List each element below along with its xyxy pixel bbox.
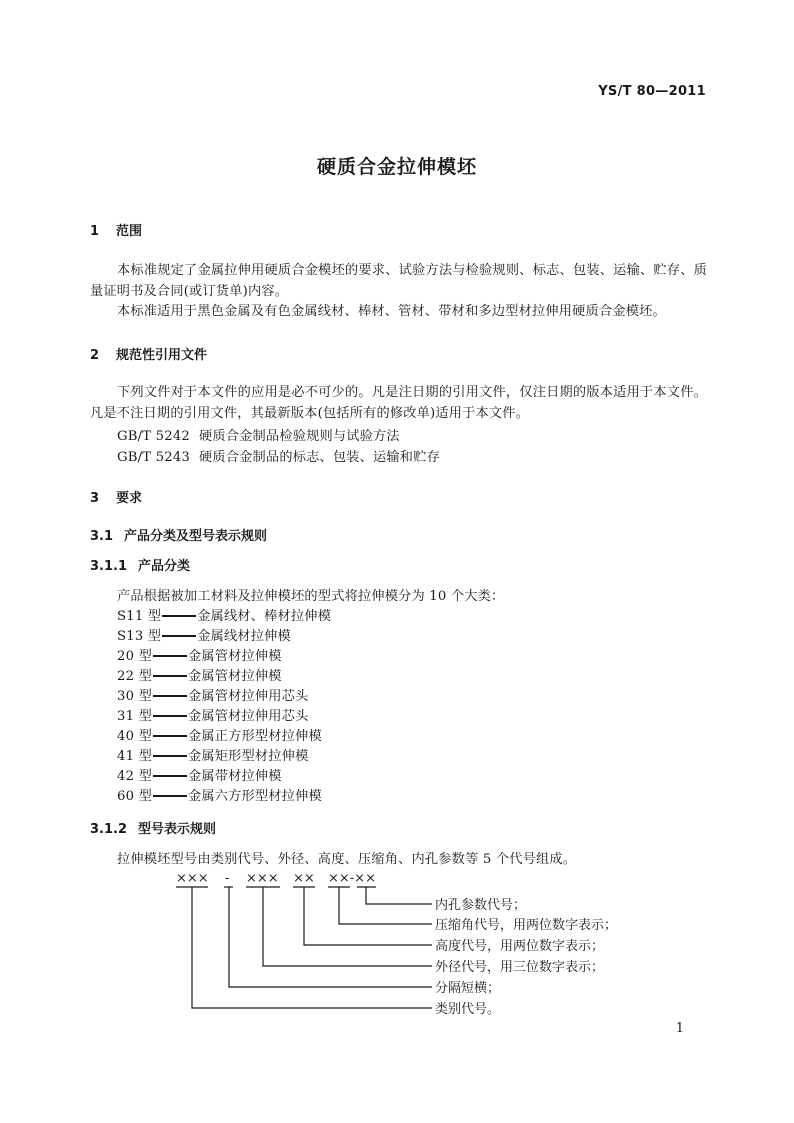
label-bore: 内孔参数代号；: [435, 898, 527, 913]
type-description: 金属线材拉伸模: [197, 629, 291, 644]
type-description: 金属管材拉伸用芯头: [187, 709, 309, 724]
leader-bore: [366, 887, 432, 904]
classification-intro: 产品根据被加工材料及拉伸模坯的型式将拉伸模分为 10 个大类：: [117, 589, 505, 604]
type-description: 金属线材、棒材拉伸模: [197, 609, 332, 624]
type-description: 金属管材拉伸模: [187, 649, 282, 664]
section-number: 3.1.1: [90, 559, 128, 574]
type-description: 金属矩形型材拉伸模: [187, 749, 309, 764]
reference-code: GB/T 5242: [117, 429, 191, 444]
document-title: 硬质合金拉伸模坯: [316, 156, 477, 178]
type-code: 22 型: [117, 669, 152, 684]
leader-height: [304, 887, 432, 945]
standard-number: YS/T 80—2011: [598, 84, 706, 99]
type-code: 42 型: [117, 769, 152, 784]
section-title: 型号表示规则: [138, 822, 217, 837]
type-description: 金属带材拉伸模: [187, 769, 282, 784]
section-1-paragraph-2: 本标准适用于黑色金属及有色金属线材、棒材、管材、带材和多边型材拉伸用硬质合金模坯。: [117, 304, 666, 319]
label-angle: 压缩角代号，用两位数字表示；: [435, 918, 618, 933]
code-separator: -: [225, 871, 230, 886]
label-height: 高度代号，用两位数字表示；: [435, 939, 605, 954]
label-separator: 分隔短横；: [435, 981, 501, 996]
code-angle-bore: ××-××: [328, 871, 376, 886]
type-code: 60 型: [117, 789, 152, 804]
section-number: 1: [90, 224, 100, 239]
type-code: S11 型: [117, 609, 162, 624]
reference-code: GB/T 5243: [117, 450, 191, 465]
section-number: 3: [90, 491, 100, 506]
type-code: 40 型: [117, 729, 152, 744]
type-code: 41 型: [117, 749, 152, 764]
section-number: 2: [90, 348, 100, 363]
type-description: 金属管材拉伸用芯头: [187, 689, 309, 704]
label-outer-diameter: 外径代号，用三位数字表示；: [435, 960, 605, 975]
section-number: 3.1.2: [90, 822, 128, 837]
label-category: 类别代号。: [435, 1002, 501, 1017]
code-height: ××: [293, 871, 315, 886]
leader-category: [192, 887, 432, 1008]
section-1-paragraph-1: 本标准规定了金属拉伸用硬质合金模坯的要求、试验方法与检验规则、标志、包装、运输、贮存、质量证明书及合同(或订货单)内容。: [90, 263, 707, 299]
section-2-paragraph: 下列文件对于本文件的应用是必不可少的。凡是注日期的引用文件，仅注日期的版本适用于本文件。凡是不注日期的引用文件，其最新版本(包括所有的修改单)适用于本文件。: [90, 385, 707, 421]
reference-title: 硬质合金制品检验规则与试验方法: [199, 429, 400, 444]
section-title: 产品分类及型号表示规则: [124, 529, 268, 544]
leader-separator: [229, 887, 432, 987]
type-code: 31 型: [117, 709, 152, 724]
type-description: 金属六方形型材拉伸模: [187, 789, 322, 804]
type-code: 30 型: [117, 689, 152, 704]
section-title: 规范性引用文件: [116, 348, 208, 363]
type-description: 金属正方形型材拉伸模: [187, 729, 322, 744]
code-category: ×××: [176, 871, 209, 886]
leader-outer-diameter: [263, 887, 432, 966]
reference-title: 硬质合金制品的标志、包装、运输和贮存: [199, 450, 440, 465]
type-description: 金属管材拉伸模: [187, 669, 282, 684]
model-rule-intro: 拉伸模坯型号由类别代号、外径、高度、压缩角、内孔参数等 5 个代号组成。: [117, 852, 577, 867]
type-code: S13 型: [117, 629, 162, 644]
section-title: 产品分类: [138, 559, 191, 574]
type-code: 20 型: [117, 649, 152, 664]
section-title: 要求: [116, 491, 143, 506]
section-number: 3.1: [90, 529, 114, 544]
leader-angle: [339, 887, 432, 924]
code-outer-diameter: ×××: [246, 871, 279, 886]
section-title: 范围: [116, 224, 143, 239]
page-number: 1: [675, 1021, 684, 1036]
